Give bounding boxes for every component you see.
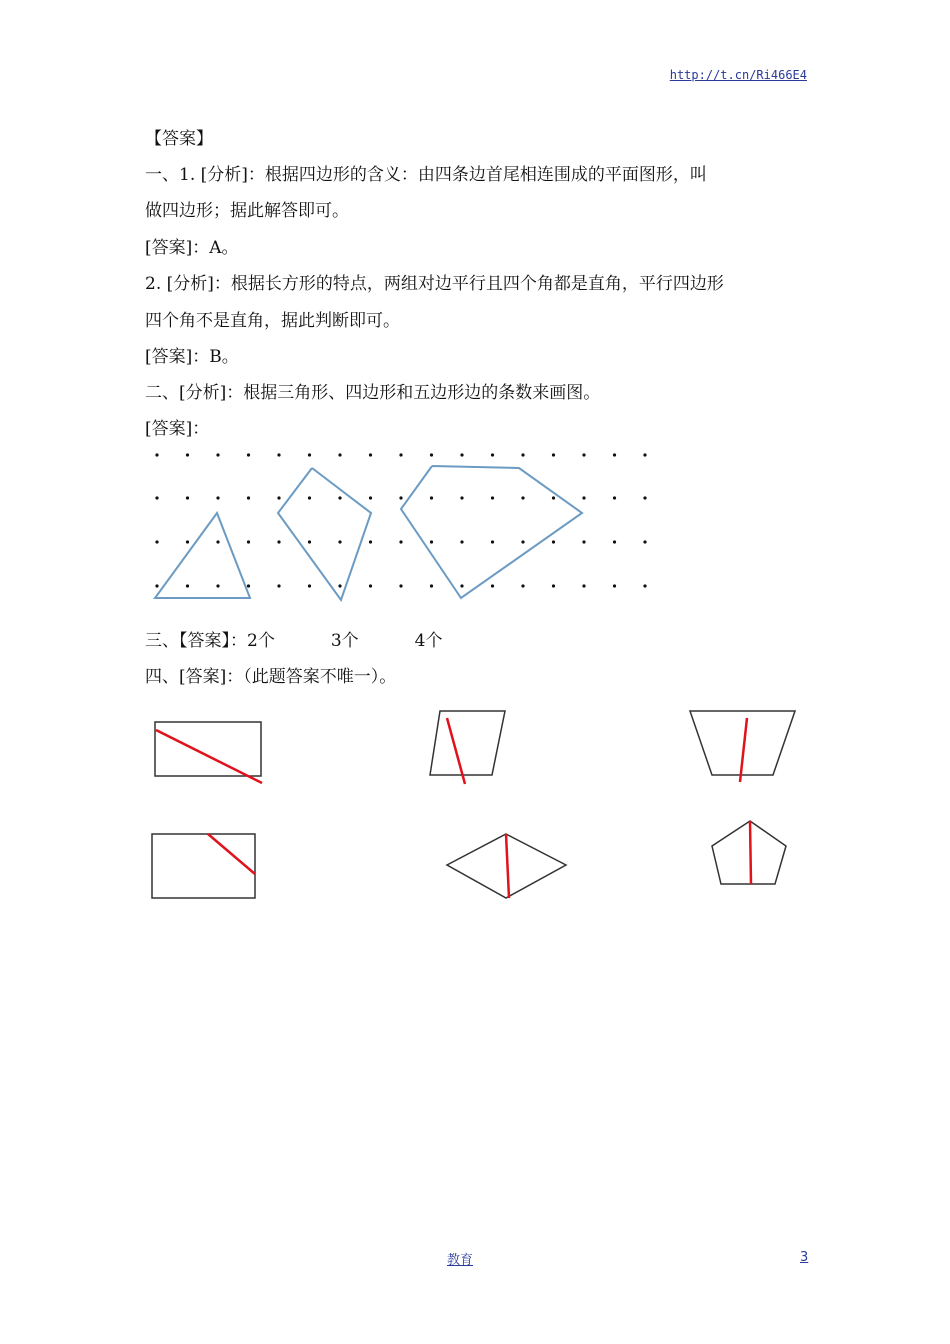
header-link[interactable]: http://t.cn/Ri466E4: [669, 68, 807, 82]
grid-dot: [399, 540, 402, 543]
grid-dot: [308, 453, 311, 456]
grid-dot: [582, 453, 585, 456]
grid-dot: [186, 496, 189, 499]
page-number: 3: [800, 1250, 809, 1265]
grid-dot: [369, 584, 372, 587]
grid-dot: [613, 584, 616, 587]
grid-dot: [613, 453, 616, 456]
answer-heading: 【答案】: [145, 129, 213, 149]
grid-dot: [338, 540, 341, 543]
pentagon-cut: [708, 818, 793, 890]
grid-dot: [338, 453, 341, 456]
grid-dot: [247, 540, 250, 543]
dot-grid-figure: [145, 445, 665, 605]
grid-dot: [521, 453, 524, 456]
grid-dot: [643, 496, 646, 499]
grid-dot: [460, 540, 463, 543]
grid-dot: [308, 496, 311, 499]
parallelogram-cut: [425, 708, 515, 788]
grid-dot: [369, 540, 372, 543]
section3-value-1: 2个: [247, 631, 275, 651]
grid-dot: [369, 453, 372, 456]
grid-dot: [338, 496, 341, 499]
grid-dot: [186, 540, 189, 543]
q2-analysis-line1: 2. [分析]：根据长方形的特点，两组对边平行且四个角都是直角，平行四边形: [145, 274, 724, 294]
grid-dot: [155, 496, 158, 499]
grid-dot: [369, 496, 372, 499]
grid-dot: [308, 584, 311, 587]
q2-answer: [答案]：B。: [145, 347, 239, 367]
grid-dot: [155, 584, 158, 587]
grid-dot: [186, 453, 189, 456]
grid-dot: [521, 540, 524, 543]
grid-dot: [552, 496, 555, 499]
grid-dot: [155, 540, 158, 543]
section3-value-3: 4个: [414, 631, 443, 651]
grid-dot: [491, 496, 494, 499]
grid-dot: [277, 540, 280, 543]
q2-analysis-line2: 四个角不是直角，据此判断即可。: [145, 311, 400, 331]
grid-dot: [430, 584, 433, 587]
grid-dot: [430, 540, 433, 543]
grid-dot: [399, 496, 402, 499]
grid-dot: [613, 496, 616, 499]
trapezoid-cut: [685, 708, 805, 788]
section2-answer-label: [答案]：: [145, 419, 210, 439]
grid-dot: [643, 540, 646, 543]
footer-link[interactable]: 教育: [447, 1253, 474, 1268]
grid-dot: [552, 584, 555, 587]
grid-dot: [460, 453, 463, 456]
grid-dot: [399, 453, 402, 456]
grid-dot: [552, 453, 555, 456]
triangle-shape: [155, 513, 250, 598]
grid-dot: [216, 540, 219, 543]
grid-dot: [277, 453, 280, 456]
q1-answer: [答案]：A。: [145, 238, 239, 258]
grid-dot: [613, 540, 616, 543]
section2-analysis: 二、[分析]：根据三角形、四边形和五边形边的条数来画图。: [145, 383, 601, 403]
grid-dot: [491, 540, 494, 543]
q1-analysis-line2: 做四边形；据此解答即可。: [145, 201, 349, 221]
grid-dot: [582, 496, 585, 499]
section3-value-2: 3个: [330, 631, 359, 651]
section4-answer: 四、[答案]：（此题答案不唯一）。: [145, 667, 397, 687]
rectangle-cut-2: [148, 830, 263, 902]
rectangle-cut-1: [150, 718, 270, 788]
grid-dot: [216, 584, 219, 587]
grid-dot: [460, 496, 463, 499]
grid-dot: [247, 496, 250, 499]
grid-dot: [491, 584, 494, 587]
quadrilateral-shape: [278, 468, 371, 600]
grid-dot: [491, 453, 494, 456]
grid-dot: [460, 584, 463, 587]
grid-dot: [216, 496, 219, 499]
grid-dot: [521, 496, 524, 499]
section3-prefix: 三、【答案】：: [145, 631, 247, 651]
grid-dot: [308, 540, 311, 543]
rhombus-cut: [442, 830, 572, 902]
grid-dot: [247, 584, 250, 587]
grid-dot: [643, 584, 646, 587]
grid-dot: [277, 496, 280, 499]
grid-dot: [216, 453, 219, 456]
grid-dot: [521, 584, 524, 587]
grid-dot: [643, 453, 646, 456]
grid-dot: [430, 453, 433, 456]
grid-dot: [338, 584, 341, 587]
grid-dot: [582, 584, 585, 587]
section3-answer: [145, 630, 442, 652]
grid-dot: [247, 453, 250, 456]
grid-dot: [582, 540, 585, 543]
grid-dot: [430, 496, 433, 499]
grid-dot: [552, 540, 555, 543]
grid-dot: [277, 584, 280, 587]
grid-dot: [399, 584, 402, 587]
grid-dot: [155, 453, 158, 456]
q1-analysis-line1: 一、1. [分析]：根据四边形的含义：由四条边首尾相连围成的平面图形，叫: [145, 165, 707, 185]
grid-dot: [186, 584, 189, 587]
pentagon-shape: [401, 466, 582, 598]
